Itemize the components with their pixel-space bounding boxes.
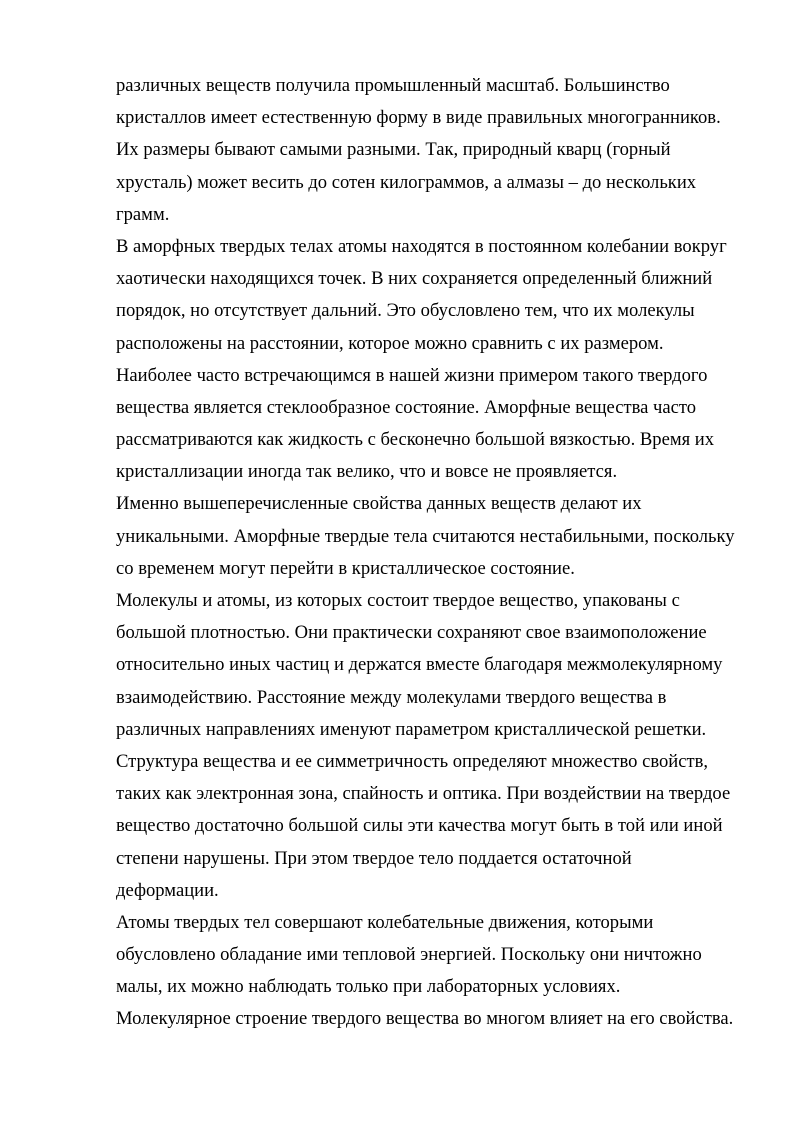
body-text bbox=[116, 70, 756, 1036]
text-line: грамм. bbox=[116, 203, 170, 225]
text-line: малы, их можно наблюдать только при лабораторных условиях. bbox=[116, 976, 621, 998]
text-line: хаотически находящихся точек. В них сохраняется определенный ближний bbox=[116, 268, 713, 290]
text-line: хрусталь) может весить до сотен килограммов, а алмазы – до нескольких bbox=[116, 171, 697, 193]
text-line: Структура вещества и ее симметричность определяют множество свойств, bbox=[116, 750, 709, 772]
text-line: со временем могут перейти в кристаллическое состояние. bbox=[116, 557, 575, 579]
text-line: различных направлениях именуют параметром кристаллической решетки. bbox=[116, 718, 707, 740]
text-line: относительно иных частиц и держатся вместе благодаря межмолекулярному bbox=[116, 654, 723, 676]
text-line: В аморфных твердых телах атомы находятся в постоянном колебании вокруг bbox=[116, 235, 727, 257]
text-line: большой плотностью. Они практически сохраняют свое взаимоположение bbox=[116, 622, 707, 644]
text-line: таких как электронная зона, спайность и оптика. При воздействии на твердое bbox=[116, 783, 731, 805]
text-line: степени нарушены. При этом твердое тело поддается остаточной bbox=[116, 847, 632, 869]
text-line: порядок, но отсутствует дальний. Это обусловлено тем, что их молекулы bbox=[116, 300, 695, 322]
text-line: Их размеры бывают самыми разными. Так, природный кварц (горный bbox=[116, 139, 671, 161]
text-line: рассматриваются как жидкость с бесконечно большой вязкостью. Время их bbox=[116, 429, 715, 451]
text-line: Молекулярное строение твердого вещества во многом влияет на его свойства. bbox=[116, 1008, 734, 1030]
text-line: Атомы твердых тел совершают колебательные движения, которыми bbox=[116, 911, 654, 933]
text-line: Именно вышеперечисленные свойства данных веществ делают их bbox=[116, 493, 642, 515]
text-line: расположены на расстоянии, которое можно сравнить с их размером. bbox=[116, 332, 664, 354]
text-line: взаимодействию. Расстояние между молекулами твердого вещества в bbox=[116, 686, 667, 708]
text-line: кристаллов имеет естественную форму в виде правильных многогранников. bbox=[116, 107, 721, 129]
text-line: Наиболее часто встречающимся в нашей жизни примером такого твердого bbox=[116, 364, 708, 386]
text-line: вещество достаточно большой силы эти качества могут быть в той или иной bbox=[116, 815, 723, 837]
text-line: обусловлено обладание ими тепловой энергией. Поскольку они ничтожно bbox=[116, 944, 702, 966]
text-line: вещества является стеклообразное состояние. Аморфные вещества часто bbox=[116, 396, 697, 418]
text-line: различных веществ получила промышленный масштаб. Большинство bbox=[116, 75, 670, 96]
text-line: Молекулы и атомы, из которых состоит твердое вещество, упакованы с bbox=[116, 590, 680, 611]
text-line: деформации. bbox=[116, 879, 219, 901]
text-line: кристаллизации иногда так велико, что и вовсе не проявляется. bbox=[116, 461, 618, 483]
text-line: уникальными. Аморфные твердые тела считаются нестабильными, поскольку bbox=[116, 525, 735, 547]
